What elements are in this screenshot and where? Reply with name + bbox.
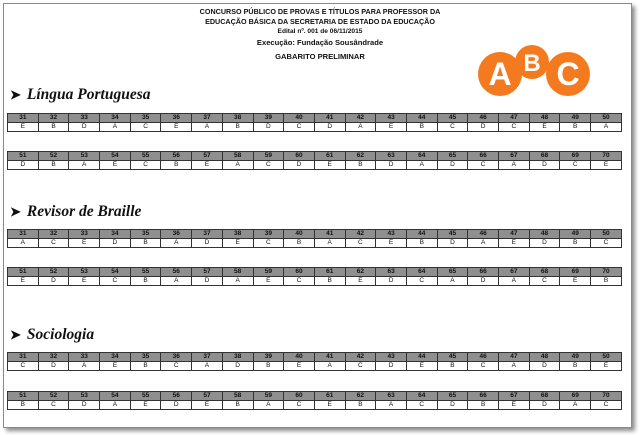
answer-cell: D [437,239,468,248]
answer-cell: D [192,277,223,286]
question-number-cell: 70 [591,268,622,277]
answer-cell: A [468,239,499,248]
question-number-cell: 47 [499,353,530,362]
question-number-cell: 58 [222,392,253,401]
question-number-cell: 69 [560,268,591,277]
answer-cell: D [529,161,560,170]
question-number-cell: 34 [100,230,131,239]
question-number-row [8,230,622,239]
question-number-cell: 45 [437,353,468,362]
answer-cell: C [253,239,284,248]
question-number-cell: 51 [8,392,39,401]
answer-table [7,113,622,132]
question-number-cell: 60 [284,392,315,401]
question-number-cell: 68 [529,152,560,161]
question-number-cell: 60 [284,152,315,161]
question-number-cell: 48 [529,114,560,123]
question-number-cell: 70 [591,152,622,161]
question-number-cell: 48 [529,230,560,239]
answer-table [7,151,622,170]
question-number-cell: 54 [100,268,131,277]
question-number-cell: 31 [8,114,39,123]
question-number-cell: 54 [100,152,131,161]
header-line-2: EDUCAÇÃO BÁSICA DA SECRETARIA DE ESTADO DA EDUCAÇÃO [205,17,435,26]
question-number-cell: 33 [69,114,100,123]
question-number-cell: 57 [192,268,223,277]
answer-cell: E [100,362,131,371]
answer-cell: B [284,239,315,248]
question-number-cell: 51 [8,152,39,161]
answer-cell: E [591,362,622,371]
answer-cell: E [314,161,345,170]
answer-cell: A [192,123,223,132]
question-number-cell: 68 [529,392,560,401]
header-line-3: Edital nº. 001 de 06/11/2015 [277,28,363,35]
answer-cell: A [161,239,192,248]
question-number-cell: 42 [345,114,376,123]
question-number-row [8,152,622,161]
question-number-cell: 56 [161,392,192,401]
question-number-cell: 40 [284,230,315,239]
abc-noticias-logo [476,40,596,100]
question-number-cell: 53 [69,268,100,277]
answer-cell: C [284,123,315,132]
answer-cell: D [8,161,39,170]
answer-cell: C [437,123,468,132]
answer-cell: D [468,123,499,132]
answer-cell: C [468,362,499,371]
answer-cell: D [222,362,253,371]
answer-cell: A [437,277,468,286]
answer-cell: D [69,401,100,410]
answer-cell: C [406,277,437,286]
answer-cell: C [529,277,560,286]
answer-cell: A [192,362,223,371]
question-number-cell: 43 [376,114,407,123]
answer-cell: A [314,362,345,371]
answer-cell: A [406,161,437,170]
svg-text:B: B [523,50,541,77]
answer-cell: C [591,239,622,248]
answer-cell: C [345,362,376,371]
question-number-cell: 44 [406,114,437,123]
question-number-cell: 42 [345,353,376,362]
answer-key-row [8,123,622,132]
question-number-cell: 67 [499,268,530,277]
question-number-cell: 44 [406,353,437,362]
question-number-cell: 68 [529,268,560,277]
question-number-cell: 31 [8,353,39,362]
question-number-cell: 58 [222,152,253,161]
answer-cell: D [529,401,560,410]
answer-cell: E [192,161,223,170]
question-number-cell: 69 [560,392,591,401]
question-number-cell: 32 [38,353,69,362]
question-number-cell: 52 [38,268,69,277]
answer-cell: A [345,123,376,132]
answer-cell: A [69,161,100,170]
answer-cell: C [100,277,131,286]
question-number-cell: 59 [253,392,284,401]
answer-cell: C [130,123,161,132]
answer-cell: E [345,277,376,286]
question-number-cell: 40 [284,114,315,123]
answer-cell: E [314,401,345,410]
arrow-bullet-icon: ➤ [10,204,21,219]
answer-cell: A [100,123,131,132]
answer-cell: B [345,161,376,170]
answer-cell: E [376,123,407,132]
answer-cell: B [468,401,499,410]
question-number-cell: 58 [222,268,253,277]
logo-letter-c [546,52,590,96]
answer-cell: C [468,161,499,170]
question-number-cell: 41 [314,353,345,362]
answer-cell: D [38,362,69,371]
answer-cell: E [100,161,131,170]
answer-cell: E [499,401,530,410]
answer-cell: C [130,161,161,170]
arrow-bullet-icon: ➤ [10,87,21,102]
question-number-cell: 66 [468,152,499,161]
question-number-cell: 40 [284,353,315,362]
question-number-row [8,353,622,362]
answer-cell: B [222,123,253,132]
answer-cell: E [161,123,192,132]
section-title-lingua-portuguesa: ➤ Língua Portuguesa [10,86,151,103]
question-number-cell: 61 [314,392,345,401]
question-number-cell: 38 [222,230,253,239]
question-number-cell: 67 [499,152,530,161]
question-number-cell: 32 [38,230,69,239]
question-number-cell: 55 [130,152,161,161]
answer-cell: B [406,239,437,248]
answer-cell: E [130,401,161,410]
question-number-cell: 34 [100,353,131,362]
answer-cell: E [406,362,437,371]
question-number-cell: 43 [376,230,407,239]
question-number-cell: 41 [314,114,345,123]
answer-cell: B [130,239,161,248]
question-number-cell: 51 [8,268,39,277]
answer-cell: D [376,362,407,371]
question-number-cell: 36 [161,114,192,123]
answer-cell: E [499,239,530,248]
question-number-cell: 66 [468,268,499,277]
answer-cell: A [499,362,530,371]
answer-cell: E [376,239,407,248]
answer-cell: A [100,401,131,410]
question-number-cell: 41 [314,230,345,239]
logo-letter-b [515,45,549,79]
question-number-cell: 57 [192,392,223,401]
header-line-1: CONCURSO PÚBLICO DE PROVAS E TÍTULOS PARA PROFESSOR DA [199,7,441,16]
answer-cell: E [222,239,253,248]
answer-key-row [8,277,622,286]
answer-cell: E [284,362,315,371]
question-number-row [8,114,622,123]
answer-cell: A [591,123,622,132]
question-number-cell: 62 [345,268,376,277]
logo-tag: Notícias [516,86,548,95]
answer-cell: A [69,362,100,371]
question-number-cell: 52 [38,152,69,161]
answer-cell: A [376,401,407,410]
answer-cell: D [376,277,407,286]
answer-cell: C [560,161,591,170]
answer-key-row [8,401,622,410]
answer-cell: C [8,362,39,371]
answer-cell: B [130,277,161,286]
answer-cell: C [161,362,192,371]
answer-cell: C [591,401,622,410]
answer-cell: B [560,239,591,248]
question-number-cell: 38 [222,114,253,123]
question-number-cell: 37 [192,114,223,123]
question-number-cell: 36 [161,230,192,239]
answer-cell: B [406,123,437,132]
answer-key-row [8,239,622,248]
answer-table [7,352,622,371]
answer-cell: C [406,401,437,410]
question-number-cell: 35 [130,230,161,239]
question-number-cell: 50 [591,114,622,123]
question-number-cell: 56 [161,152,192,161]
answer-cell: B [161,161,192,170]
answer-cell: A [8,239,39,248]
answer-cell: A [499,277,530,286]
question-number-cell: 35 [130,353,161,362]
question-number-cell: 33 [69,353,100,362]
question-number-row [8,268,622,277]
question-number-cell: 56 [161,268,192,277]
answer-cell: B [560,362,591,371]
question-number-cell: 55 [130,268,161,277]
question-number-cell: 59 [253,152,284,161]
answer-cell: E [560,277,591,286]
question-number-cell: 48 [529,353,560,362]
answer-cell: C [38,239,69,248]
answer-table [7,267,622,286]
answer-cell: B [8,401,39,410]
answer-cell: A [161,277,192,286]
svg-text:C: C [556,56,580,92]
question-number-cell: 65 [437,392,468,401]
question-number-cell: 50 [591,230,622,239]
answer-cell: E [529,123,560,132]
answer-cell: B [437,362,468,371]
answer-cell: B [38,123,69,132]
question-number-cell: 55 [130,392,161,401]
answer-cell: D [529,239,560,248]
answer-key-row [8,161,622,170]
header-line-5: GABARITO PRELIMINAR [275,52,365,61]
question-number-cell: 63 [376,268,407,277]
question-number-cell: 38 [222,353,253,362]
question-number-cell: 42 [345,230,376,239]
answer-cell: C [499,123,530,132]
question-number-cell: 62 [345,392,376,401]
answer-cell: E [8,277,39,286]
answer-cell: D [161,401,192,410]
answer-cell: D [284,161,315,170]
question-number-cell: 37 [192,230,223,239]
answer-cell: A [222,277,253,286]
question-number-cell: 34 [100,114,131,123]
answer-cell: C [253,161,284,170]
question-number-cell: 53 [69,392,100,401]
question-number-cell: 63 [376,152,407,161]
question-number-cell: 39 [253,114,284,123]
answer-cell: B [130,362,161,371]
answer-cell: D [529,362,560,371]
answer-cell: A [314,239,345,248]
answer-cell: B [560,123,591,132]
answer-table [7,229,622,248]
question-number-cell: 39 [253,230,284,239]
question-number-cell: 70 [591,392,622,401]
question-number-cell: 36 [161,353,192,362]
question-number-cell: 46 [468,230,499,239]
answer-cell: A [253,401,284,410]
section-title-revisor-de-braille: ➤ Revisor de Braille [10,203,142,220]
answer-cell: D [192,239,223,248]
answer-cell: E [69,239,100,248]
question-number-cell: 50 [591,353,622,362]
answer-cell: C [38,401,69,410]
question-number-cell: 66 [468,392,499,401]
question-number-cell: 61 [314,268,345,277]
answer-cell: D [38,277,69,286]
question-number-cell: 63 [376,392,407,401]
question-number-cell: 65 [437,268,468,277]
answer-cell: C [345,239,376,248]
svg-text:A: A [488,56,512,92]
question-number-cell: 46 [468,353,499,362]
answer-cell: A [560,401,591,410]
question-number-cell: 39 [253,353,284,362]
answer-cell: D [100,239,131,248]
question-number-cell: 45 [437,230,468,239]
question-number-cell: 64 [406,268,437,277]
answer-cell: B [314,277,345,286]
question-number-cell: 62 [345,152,376,161]
question-number-cell: 49 [560,230,591,239]
header-line-4: Execução: Fundação Sousândrade [256,38,384,47]
question-number-cell: 35 [130,114,161,123]
question-number-cell: 64 [406,392,437,401]
answer-cell: D [314,123,345,132]
arrow-bullet-icon: ➤ [10,327,21,342]
answer-cell: B [345,401,376,410]
answer-cell: B [253,362,284,371]
question-number-cell: 54 [100,392,131,401]
question-number-cell: 67 [499,392,530,401]
question-number-cell: 32 [38,114,69,123]
question-number-cell: 65 [437,152,468,161]
answer-table [7,391,622,410]
answer-cell: A [222,161,253,170]
answer-key-row [8,362,622,371]
answer-cell: B [222,401,253,410]
answer-cell: D [376,161,407,170]
question-number-cell: 53 [69,152,100,161]
answer-cell: D [437,161,468,170]
question-number-cell: 47 [499,230,530,239]
answer-cell: D [253,123,284,132]
answer-cell: E [253,277,284,286]
answer-cell: A [499,161,530,170]
question-number-cell: 64 [406,152,437,161]
answer-cell: B [38,161,69,170]
answer-cell: B [591,277,622,286]
answer-cell: E [69,277,100,286]
answer-cell: E [591,161,622,170]
question-number-row [8,392,622,401]
question-number-cell: 59 [253,268,284,277]
question-number-cell: 31 [8,230,39,239]
answer-cell: C [284,401,315,410]
question-number-cell: 33 [69,230,100,239]
question-number-cell: 52 [38,392,69,401]
question-number-cell: 61 [314,152,345,161]
answer-cell: D [437,401,468,410]
question-number-cell: 57 [192,152,223,161]
answer-cell: D [69,123,100,132]
section-title-sociologia: ➤ Sociologia [10,326,95,343]
question-number-cell: 43 [376,353,407,362]
document-header [150,7,490,62]
question-number-cell: 46 [468,114,499,123]
answer-cell: D [468,277,499,286]
question-number-cell: 49 [560,114,591,123]
question-number-cell: 44 [406,230,437,239]
question-number-cell: 37 [192,353,223,362]
question-number-cell: 60 [284,268,315,277]
question-number-cell: 49 [560,353,591,362]
question-number-cell: 69 [560,152,591,161]
question-number-cell: 47 [499,114,530,123]
answer-cell: E [192,401,223,410]
answer-cell: E [8,123,39,132]
question-number-cell: 45 [437,114,468,123]
answer-cell: C [284,277,315,286]
